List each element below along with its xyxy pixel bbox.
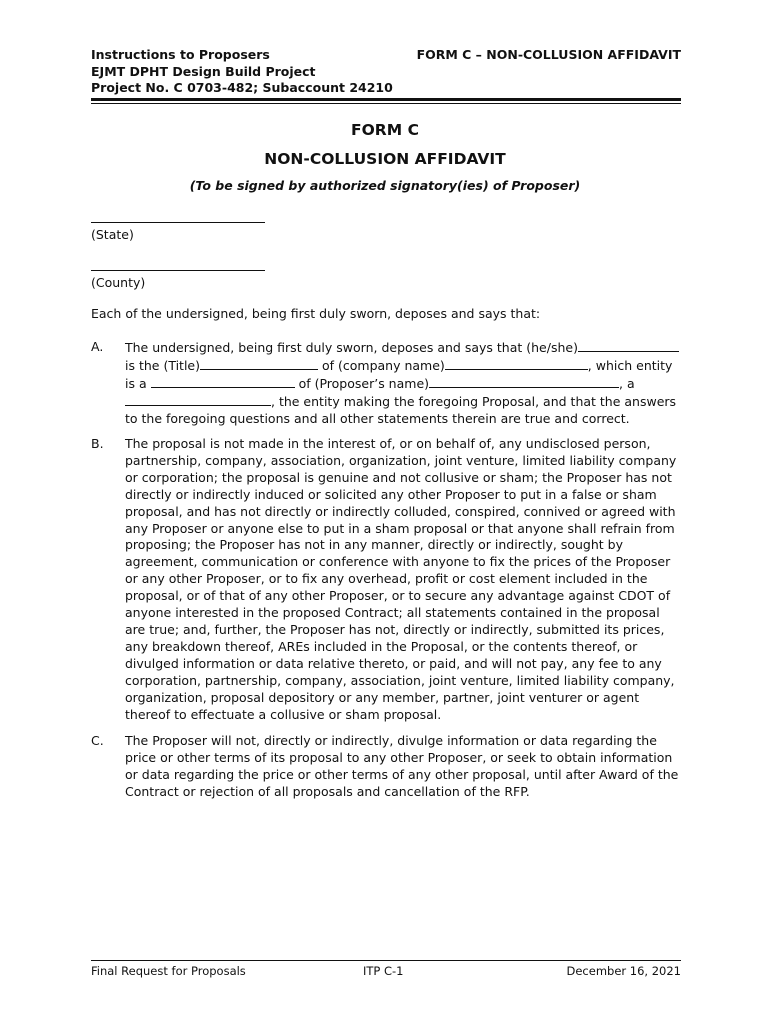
header-project-name: EJMT DPHT Design Build Project xyxy=(91,63,316,79)
clause-a-text-2: is the (Title) xyxy=(125,357,200,373)
clause-c-letter: C. xyxy=(91,733,104,748)
footer-date: December 16, 2021 xyxy=(566,964,681,978)
clause-a-text-9: to the foregoing questions and all other statements therein are true and correct. xyxy=(125,410,630,426)
company-name-blank[interactable] xyxy=(445,357,588,370)
clause-c-body: The Proposer will not, directly or indirectly, divulge information or data regarding the price or other terms of its proposal to any other Proposer, or seek to obtain information or data regarding the price or other terms of any other proposal, until after Award of the Contract or rejection of all proposals and cancellation of the RFP. xyxy=(125,733,679,799)
clause-a-body xyxy=(125,339,681,428)
form-name: NON-COLLUSION AFFIDAVIT xyxy=(264,150,506,168)
proposer-name-blank[interactable] xyxy=(429,375,619,388)
header-form-title: FORM C – NON-COLLUSION AFFIDAVIT xyxy=(416,47,681,62)
clause-a-text-5: is a xyxy=(125,375,151,391)
header-rule-thin xyxy=(91,103,681,104)
state-label: (State) xyxy=(91,227,134,242)
clause-a-text-7: , a xyxy=(619,375,635,391)
entity-description-blank[interactable] xyxy=(125,393,271,406)
entity-type-blank[interactable] xyxy=(151,375,295,388)
header-rule-thick xyxy=(91,98,681,101)
clause-a-text-6: of (Proposer’s name) xyxy=(294,375,430,391)
form-signing-note: (To be signed by authorized signatory(ies) of Proposer) xyxy=(189,178,581,193)
he-she-blank[interactable] xyxy=(578,339,679,352)
clause-a-text-3: of (company name) xyxy=(318,357,445,373)
clause-b-letter: B. xyxy=(91,436,104,451)
title-blank[interactable] xyxy=(200,357,318,370)
footer-document-name: Final Request for Proposals xyxy=(91,964,246,978)
clause-a-letter: A. xyxy=(91,339,104,354)
clause-b-body: The proposal is not made in the interest of, or on behalf of, any undisclosed person, partnership, company, association, organization, joint venture, limited liability company or corporation; the proposal is genuine and not collusive or sham; the Proposer has not directly or indirectly induced or solicited any other Proposer to put in a false or sham proposal, and has not directly or indirectly colluded, conspired, connived or agreed with any Proposer or anyone else to put in a sham proposal or that anyone shall refrain from proposing; the Proposer has not in any manner, directly or indirectly, sought by agreement, communication or conference with anyone to fix the prices of the Proposer or any other Proposer, or to fix any overhead, profit or cost element included in the proposal, or of that of any other Proposer, or to secure any advantage against CDOT of anyone interested in the proposed Contract; all statements contained in the proposal are true; and, further, the Proposer has not, directly or indirectly, submitted its prices, any breakdown thereof, AREs included in the Proposal, or the contents thereof, or divulged information or data relative thereto, or paid, and will not pay, any fee to any corporation, partnership, company, association, joint venture, limited liability company, organization, proposal depository or any member, partner, joint venturer or agent thereof to effectuate a collusive or sham proposal. xyxy=(125,436,677,722)
clause-a-text-8: , the entity making the foregoing Proposal, and that the answers xyxy=(271,393,677,409)
header-project-number: Project No. C 0703-482; Subaccount 24210 xyxy=(91,80,393,95)
county-label: (County) xyxy=(91,275,146,290)
state-blank[interactable] xyxy=(91,222,265,223)
form-title: FORM C xyxy=(351,121,419,139)
page-header xyxy=(91,47,681,97)
clause-a-text-4: , which entity xyxy=(587,357,673,373)
footer-rule xyxy=(91,960,681,961)
clause-a-text-1: The undersigned, being first duly sworn, deposes and says that (he/she) xyxy=(125,340,578,355)
footer-page-number: ITP C-1 xyxy=(363,964,404,978)
header-instructions: Instructions to Proposers xyxy=(91,47,270,62)
county-blank[interactable] xyxy=(91,270,265,271)
intro-text: Each of the undersigned, being first duly sworn, deposes and says that: xyxy=(91,306,541,321)
